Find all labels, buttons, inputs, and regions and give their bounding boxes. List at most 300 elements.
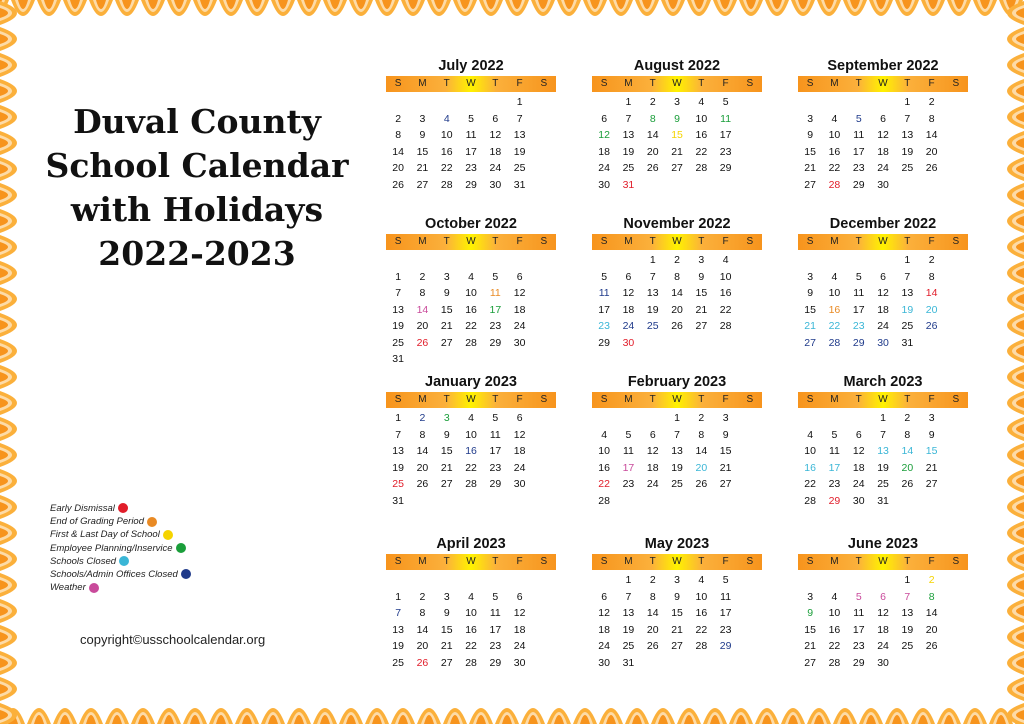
weekday-label: M <box>624 556 633 567</box>
month-title: June 2023 <box>847 536 919 552</box>
day-cell: 14 <box>901 445 914 457</box>
day-cell: 2 <box>419 270 426 283</box>
day-cell: 6 <box>516 590 523 603</box>
day-cell: 27 <box>671 162 683 174</box>
day-cell: 13 <box>901 129 914 141</box>
day-cell: 4 <box>443 112 450 125</box>
day-cell: 19 <box>513 145 526 158</box>
month-title: September 2022 <box>827 58 939 74</box>
day-cell: 8 <box>674 270 680 283</box>
day-cell: 24 <box>598 640 610 652</box>
blank-day <box>847 572 871 589</box>
day-cell: 17 <box>465 145 477 158</box>
day-cell: 13 <box>392 623 404 636</box>
day-cell: 22 <box>828 162 841 174</box>
weekday-label: F <box>516 236 523 247</box>
day-cell: 28 <box>695 640 708 652</box>
day-cell: 21 <box>671 145 683 158</box>
day-cell: 23 <box>598 320 610 332</box>
day-cell: 10 <box>828 287 841 299</box>
day-cell: 12 <box>598 129 610 141</box>
day-cell: 30 <box>877 656 889 669</box>
day-cell: 15 <box>671 129 683 141</box>
day-cell: 6 <box>880 270 886 283</box>
day-cell: 6 <box>601 590 608 603</box>
day-cell: 9 <box>928 428 935 441</box>
weekday-header <box>798 234 968 250</box>
day-cell: 31 <box>392 494 404 507</box>
day-cell: 29 <box>489 478 502 490</box>
month-title: August 2022 <box>633 58 721 74</box>
day-cell: 30 <box>513 336 526 349</box>
day-cell: 23 <box>719 145 732 158</box>
day-cell: 5 <box>625 428 632 441</box>
day-cell: 6 <box>492 112 499 125</box>
day-cell: 22 <box>465 461 477 474</box>
month-calendar <box>592 214 762 351</box>
weekday-label: S <box>746 236 754 247</box>
day-cell: 28 <box>804 494 816 507</box>
blank-day <box>847 94 871 111</box>
weekday-label: S <box>540 236 548 247</box>
day-grid <box>798 410 968 509</box>
weekday-label: T <box>855 236 862 247</box>
day-cell: 10 <box>598 445 610 457</box>
day-cell: 20 <box>416 461 429 474</box>
weekday-header <box>386 392 556 408</box>
day-cell: 16 <box>828 303 841 316</box>
day-cell: 31 <box>877 494 889 507</box>
month-title: October 2022 <box>425 216 517 232</box>
admin-closed-dot-icon <box>181 569 191 579</box>
day-cell: 11 <box>853 129 865 141</box>
blank-day <box>410 252 434 269</box>
day-cell: 29 <box>852 336 865 349</box>
day-cell: 25 <box>392 336 404 349</box>
day-cell: 10 <box>828 607 841 619</box>
day-cell: 22 <box>465 640 477 652</box>
day-cell: 8 <box>928 270 935 283</box>
day-cell: 24 <box>513 320 526 332</box>
day-cell: 28 <box>695 162 708 174</box>
blank-day <box>592 572 616 589</box>
day-cell: 19 <box>877 461 889 474</box>
grading-period-dot-icon <box>147 517 157 527</box>
blank-day <box>798 252 822 269</box>
day-cell: 20 <box>925 623 938 636</box>
day-cell: 9 <box>419 129 426 141</box>
day-cell: 1 <box>395 590 402 603</box>
decorative-border-top <box>0 0 1024 28</box>
legend-label: Schools Closed <box>50 555 117 567</box>
blank-day <box>592 252 616 269</box>
day-cell: 1 <box>880 412 886 424</box>
legend-label: Weather <box>50 582 86 594</box>
legend-item <box>50 515 191 528</box>
day-cell: 8 <box>395 129 402 141</box>
day-cell: 16 <box>440 145 453 158</box>
day-cell: 2 <box>928 574 935 586</box>
day-cell: 26 <box>416 656 429 669</box>
day-cell: 15 <box>804 145 816 158</box>
day-cell: 14 <box>416 445 429 457</box>
day-cell: 23 <box>852 162 865 174</box>
blank-day <box>822 410 846 427</box>
day-grid <box>592 572 762 671</box>
day-cell: 11 <box>828 445 840 457</box>
day-cell: 28 <box>828 178 841 191</box>
weekday-label: F <box>516 394 523 405</box>
weekday-label: S <box>600 394 608 405</box>
day-cell: 15 <box>440 303 453 316</box>
day-cell: 2 <box>649 96 656 108</box>
day-cell: 21 <box>719 461 732 474</box>
day-cell: 28 <box>598 494 610 507</box>
day-cell: 29 <box>852 656 865 669</box>
day-cell: 19 <box>671 461 683 474</box>
weekday-label: S <box>600 78 608 89</box>
weekday-label: W <box>878 394 888 405</box>
day-cell: 11 <box>489 428 501 441</box>
day-cell: 15 <box>804 303 816 316</box>
weekday-label: S <box>952 556 960 567</box>
legend-item <box>50 555 191 568</box>
day-cell: 7 <box>395 607 402 619</box>
day-cell: 11 <box>720 112 732 125</box>
weekday-label: F <box>516 556 523 567</box>
day-cell: 23 <box>852 640 865 652</box>
day-cell: 6 <box>516 270 523 283</box>
day-cell: 24 <box>646 478 659 490</box>
day-cell: 29 <box>598 336 610 349</box>
day-cell: 16 <box>465 303 477 316</box>
day-cell: 14 <box>416 303 429 316</box>
day-cell: 3 <box>807 590 814 603</box>
day-cell: 24 <box>489 162 502 174</box>
day-cell: 4 <box>807 428 814 441</box>
day-cell: 26 <box>925 640 938 652</box>
decorative-border-right <box>994 0 1024 724</box>
day-cell: 30 <box>489 178 502 191</box>
day-cell: 11 <box>720 590 732 603</box>
day-cell: 12 <box>877 607 889 619</box>
day-cell: 21 <box>925 461 938 474</box>
early-dismissal-dot-icon <box>118 503 128 513</box>
legend-label: End of Grading Period <box>50 516 145 528</box>
day-cell: 30 <box>598 178 610 191</box>
day-cell: 10 <box>719 270 732 283</box>
day-cell: 22 <box>828 640 841 652</box>
weekday-label: T <box>649 236 656 247</box>
blank-day <box>641 410 665 427</box>
page-title <box>32 100 362 276</box>
day-cell: 1 <box>516 96 523 108</box>
day-cell: 25 <box>392 478 404 490</box>
day-cell: 15 <box>440 623 453 636</box>
day-cell: 3 <box>807 270 814 283</box>
day-cell: 26 <box>695 478 708 490</box>
day-cell: 18 <box>513 623 526 636</box>
blank-day <box>592 410 616 427</box>
weekday-label: W <box>672 236 682 247</box>
day-cell: 9 <box>722 428 729 441</box>
day-cell: 21 <box>440 320 453 332</box>
day-cell: 1 <box>649 254 656 266</box>
day-cell: 16 <box>695 129 708 141</box>
day-cell: 12 <box>513 607 526 619</box>
day-cell: 5 <box>831 428 838 441</box>
day-cell: 17 <box>852 303 865 316</box>
weekday-label: W <box>466 78 476 89</box>
day-cell: 10 <box>440 129 453 141</box>
day-cell: 14 <box>925 607 938 619</box>
day-cell: 19 <box>392 461 404 474</box>
day-cell: 18 <box>598 145 610 158</box>
day-cell: 5 <box>492 590 499 603</box>
day-cell: 3 <box>419 112 426 125</box>
decorative-border-left <box>0 0 30 724</box>
day-cell: 14 <box>925 129 938 141</box>
day-cell: 20 <box>925 145 938 158</box>
day-cell: 17 <box>489 303 502 316</box>
weekday-label: W <box>878 236 888 247</box>
day-cell: 4 <box>831 270 838 283</box>
day-cell: 22 <box>440 162 453 174</box>
day-cell: 22 <box>465 320 477 332</box>
legend-item <box>50 542 191 555</box>
weekday-label: W <box>672 556 682 567</box>
day-cell: 9 <box>807 129 814 141</box>
weekday-label: T <box>492 78 499 89</box>
day-cell: 30 <box>513 478 526 490</box>
day-cell: 31 <box>622 656 635 669</box>
blank-day <box>386 572 410 589</box>
day-cell: 28 <box>440 178 453 191</box>
day-cell: 25 <box>901 640 914 652</box>
day-cell: 13 <box>901 287 914 299</box>
weekday-label: M <box>830 394 839 405</box>
day-cell: 9 <box>443 428 450 441</box>
weekday-label: S <box>952 236 960 247</box>
day-cell: 1 <box>395 270 402 283</box>
blank-day <box>459 252 483 269</box>
day-cell: 17 <box>622 461 635 474</box>
weekday-label: T <box>855 78 862 89</box>
weekday-label: M <box>418 78 427 89</box>
day-cell: 13 <box>622 129 635 141</box>
weekday-header <box>592 392 762 408</box>
day-cell: 6 <box>625 270 632 283</box>
month-calendar <box>592 372 762 509</box>
legend <box>50 502 191 594</box>
day-cell: 11 <box>489 607 501 619</box>
blank-day <box>386 252 410 269</box>
month-calendar <box>386 534 556 671</box>
day-cell: 29 <box>719 640 732 652</box>
day-cell: 5 <box>855 270 862 283</box>
month-calendar <box>798 214 968 351</box>
weekday-label: S <box>952 78 960 89</box>
day-cell: 20 <box>901 461 914 474</box>
title-line: Duval County <box>73 102 321 141</box>
day-grid <box>592 252 762 351</box>
day-cell: 25 <box>646 320 659 332</box>
day-cell: 2 <box>904 412 911 424</box>
day-cell: 6 <box>880 112 886 125</box>
day-cell: 7 <box>904 112 911 125</box>
blank-day <box>871 572 895 589</box>
day-grid <box>592 94 762 193</box>
day-cell: 8 <box>419 287 426 299</box>
weekday-header <box>386 554 556 570</box>
day-cell: 18 <box>622 303 635 316</box>
title-line: 2022-2023 <box>98 234 296 273</box>
month-title: May 2023 <box>644 536 710 552</box>
day-cell: 27 <box>695 320 708 332</box>
day-cell: 26 <box>416 336 429 349</box>
weekday-label: S <box>806 556 814 567</box>
day-cell: 26 <box>392 178 404 191</box>
weekday-label: S <box>600 556 608 567</box>
day-cell: 26 <box>646 162 659 174</box>
day-cell: 27 <box>671 640 683 652</box>
weekday-label: M <box>418 236 427 247</box>
weekday-label: F <box>928 78 935 89</box>
blank-day <box>798 572 822 589</box>
day-cell: 31 <box>392 353 404 365</box>
weekday-label: S <box>746 394 754 405</box>
day-cell: 7 <box>395 428 402 441</box>
day-cell: 8 <box>928 590 935 603</box>
day-cell: 29 <box>489 336 502 349</box>
day-cell: 5 <box>492 270 499 283</box>
blank-day <box>847 410 871 427</box>
day-cell: 18 <box>598 623 610 636</box>
month-title: January 2023 <box>425 374 517 390</box>
copyright-text: copyright©usschoolcalendar.org <box>80 632 266 647</box>
day-cell: 16 <box>804 461 816 474</box>
day-cell: 13 <box>392 303 404 316</box>
blank-day <box>386 94 410 111</box>
weekday-label: T <box>443 394 450 405</box>
day-cell: 27 <box>804 656 816 669</box>
day-cell: 1 <box>904 574 911 586</box>
weekday-label: T <box>492 236 499 247</box>
day-cell: 7 <box>649 270 656 283</box>
day-cell: 16 <box>719 287 732 299</box>
day-cell: 14 <box>646 129 659 141</box>
day-cell: 4 <box>698 574 705 586</box>
day-cell: 5 <box>722 574 729 586</box>
legend-label: First & Last Day of School <box>50 529 160 541</box>
day-cell: 26 <box>646 640 659 652</box>
legend-label: Early Dismissal <box>50 503 115 514</box>
day-cell: 12 <box>852 445 865 457</box>
day-cell: 20 <box>671 303 683 316</box>
day-cell: 13 <box>877 445 889 457</box>
weekday-label: T <box>904 556 911 567</box>
month-calendar <box>798 56 968 193</box>
day-cell: 17 <box>828 461 841 474</box>
day-cell: 10 <box>695 112 708 125</box>
day-grid <box>386 410 556 509</box>
day-cell: 14 <box>416 623 429 636</box>
day-cell: 7 <box>516 112 523 125</box>
day-cell: 9 <box>807 607 814 619</box>
day-cell: 20 <box>392 162 404 174</box>
day-cell: 19 <box>901 145 914 158</box>
legend-label: Schools/Admin Offices Closed <box>50 568 178 580</box>
day-cell: 15 <box>925 445 938 457</box>
day-cell: 12 <box>877 287 889 299</box>
month-calendar <box>798 372 968 509</box>
day-cell: 16 <box>828 145 841 158</box>
month-title: July 2022 <box>438 58 504 74</box>
blank-day <box>410 572 434 589</box>
weekday-label: F <box>928 236 935 247</box>
month-title: April 2023 <box>436 536 506 552</box>
day-cell: 23 <box>852 320 865 332</box>
day-cell: 13 <box>513 129 526 141</box>
day-cell: 9 <box>443 287 450 299</box>
weekday-label: T <box>649 394 656 405</box>
blank-day <box>616 410 640 427</box>
day-cell: 18 <box>489 145 502 158</box>
weekday-label: T <box>698 236 705 247</box>
legend-item <box>50 568 191 581</box>
day-cell: 16 <box>828 623 841 636</box>
day-cell: 4 <box>698 96 705 108</box>
day-cell: 17 <box>598 303 610 316</box>
weekday-label: T <box>904 236 911 247</box>
day-cell: 16 <box>465 623 477 636</box>
day-cell: 28 <box>828 656 841 669</box>
day-grid <box>386 252 556 368</box>
blank-day <box>798 410 822 427</box>
day-cell: 5 <box>855 590 862 603</box>
day-cell: 14 <box>671 287 683 299</box>
blank-day <box>847 252 871 269</box>
day-cell: 3 <box>722 412 729 424</box>
day-cell: 16 <box>598 461 610 474</box>
day-cell: 4 <box>722 254 729 266</box>
day-cell: 13 <box>622 607 635 619</box>
day-cell: 19 <box>901 623 914 636</box>
blank-day <box>483 252 507 269</box>
day-cell: 17 <box>719 129 732 141</box>
day-cell: 2 <box>674 254 680 266</box>
day-cell: 29 <box>828 494 841 507</box>
day-cell: 31 <box>901 336 914 349</box>
day-cell: 13 <box>646 287 659 299</box>
day-cell: 8 <box>419 428 426 441</box>
day-cell: 18 <box>513 303 526 316</box>
day-cell: 26 <box>925 162 938 174</box>
weekday-label: W <box>672 78 682 89</box>
day-cell: 8 <box>904 428 911 441</box>
day-cell: 22 <box>719 303 732 316</box>
day-cell: 26 <box>901 478 914 490</box>
weekday-label: M <box>418 394 427 405</box>
day-cell: 7 <box>904 590 911 603</box>
day-cell: 21 <box>671 623 683 636</box>
day-grid <box>592 410 762 509</box>
day-cell: 31 <box>513 178 526 191</box>
weekday-label: T <box>443 236 450 247</box>
blank-day <box>435 572 459 589</box>
day-cell: 25 <box>901 320 914 332</box>
month-title: March 2023 <box>843 374 923 390</box>
